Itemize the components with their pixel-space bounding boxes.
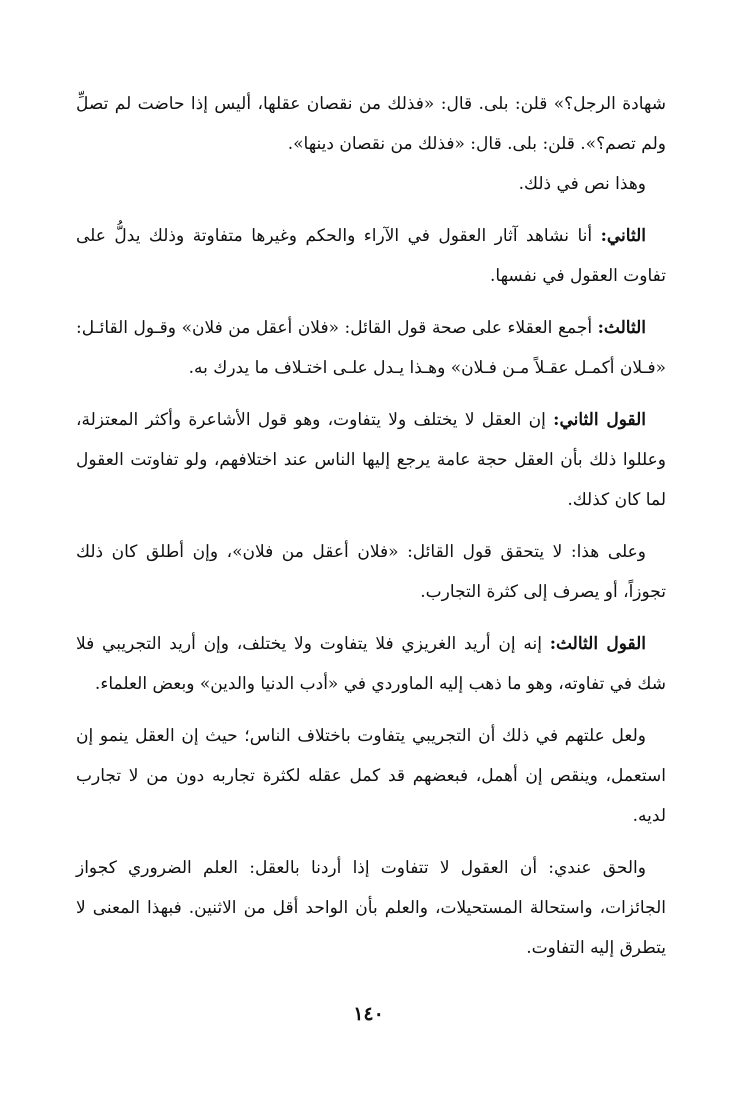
paragraph-4	[76, 308, 666, 388]
paragraph-3-text: أنا نشاهد آثار العقول في الآراء والحكم وغيرها متفاوتة وذلك يدلُّ على تفاوت العقول في نفسها.	[76, 226, 666, 286]
paragraph-6	[76, 532, 666, 612]
paragraph-4-lead: الثالث:	[597, 318, 646, 338]
paragraph-3	[76, 216, 666, 296]
paragraph-3-lead: الثاني:	[600, 226, 646, 246]
paragraph-9	[76, 848, 666, 968]
paragraph-5	[76, 400, 666, 520]
paragraph-8-text: ولعل علتهم في ذلك أن التجريبي يتفاوت باختلاف الناس؛ حيث إن العقل ينمو إن استعمل، وينقص إن أهمل، فبعضهم قد كمل عقله لكثرة تجاربه دون من لا تجارب لديه.	[76, 726, 666, 826]
page-number: ١٤٠	[353, 1003, 384, 1025]
paragraph-8	[76, 716, 666, 836]
paragraph-5-lead: القول الثاني:	[553, 410, 646, 430]
paragraph-1-text: شهادة الرجل؟» قلن: بلى. قال: «فذلك من نقصان عقلها، أليس إذا حاضت لم تصلِّ ولم تصم؟». قلن: بلى. قال: «فذلك من نقصان دينها».	[76, 94, 666, 154]
paragraph-9-text: والحق عندي: أن العقول لا تتفاوت إذا أردنا بالعقل: العلم الضروري كجواز الجائزات، واستحالة المستحيلات، والعلم بأن الواحد أقل من الاثنين. فبهذا المعنى لا يتطرق إليه التفاوت.	[76, 858, 666, 958]
paragraph-1	[76, 84, 666, 164]
page-body	[76, 84, 666, 968]
paragraph-2-text: وهذا نص في ذلك.	[518, 174, 646, 194]
paragraph-7-text: إنه إن أريد الغريزي فلا يتفاوت ولا يختلف، وإن أريد التجريبي فلا شك في تفاوته، وهو ما ذهب إليه الماوردي في «أدب الدنيا والدين» وبعض العلماء.	[76, 634, 666, 694]
paragraph-4-text: أجمع العقلاء على صحة قول القائل: «فلان أعقل من فلان» وقـول القائـل: «فـلان أكمـل عقـلاً مـن فـلان» وهـذا يـدل علـى اختـلاف ما يدرك به.	[76, 318, 666, 378]
paragraph-5-text: إن العقل لا يختلف ولا يتفاوت، وهو قول الأشاعرة وأكثر المعتزلة، وعللوا ذلك بأن العقل حجة عامة يرجع إليها الناس عند اختلافهم، ولو تفاوتت العقول لما كان كذلك.	[76, 410, 666, 510]
paragraph-6-text: وعلى هذا: لا يتحقق قول القائل: «فلان أعقل من فلان»، وإن أطلق كان ذلك تجوزاً، أو يصرف إلى كثرة التجارب.	[76, 542, 666, 602]
paragraph-2	[76, 164, 666, 204]
paragraph-7-lead: القول الثالث:	[549, 634, 646, 654]
paragraph-7	[76, 624, 666, 704]
